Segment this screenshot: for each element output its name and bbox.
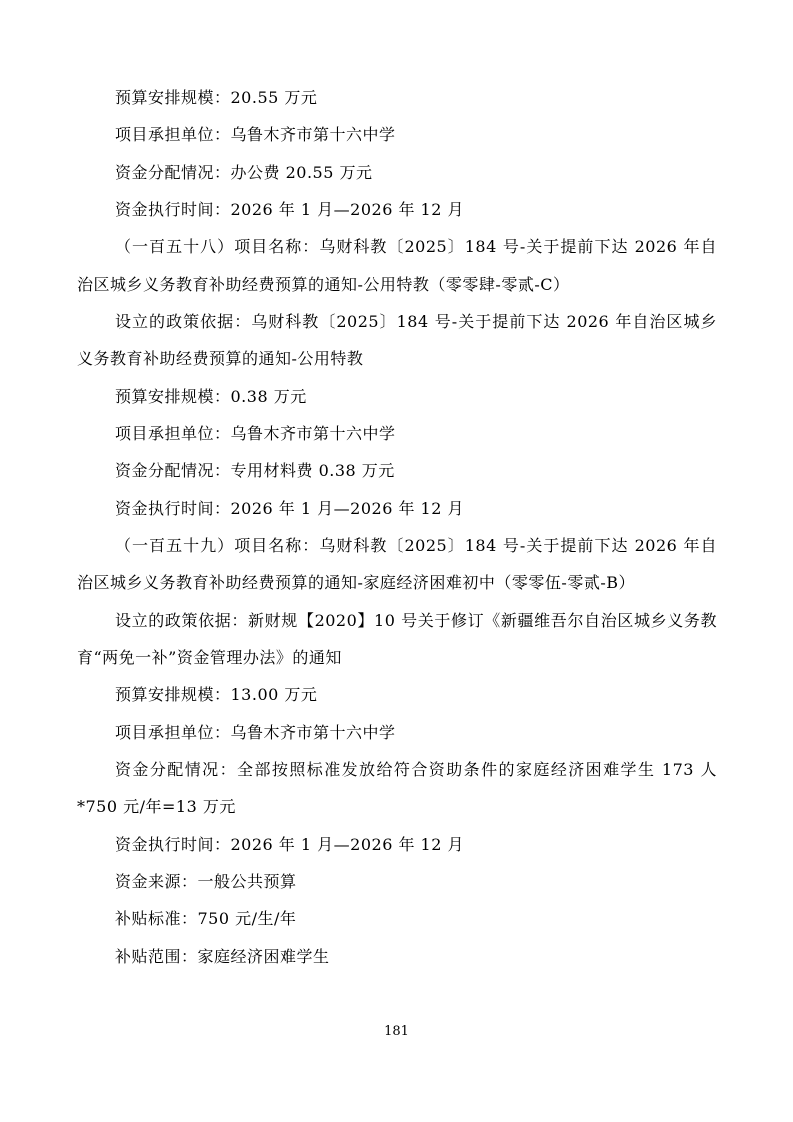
paragraph: 预算安排规模：13.00 万元 xyxy=(115,685,318,705)
paragraph: 项目承担单位：乌鲁木齐市第十六中学 xyxy=(115,125,396,145)
paragraph: 设立的政策依据：新财规【2020】10 号关于修订《新疆维吾尔自治区城乡义务教育“两免一补”资金管理办法》的通知 xyxy=(77,610,717,667)
document-body xyxy=(77,79,717,975)
paragraph: 补贴范围：家庭经济困难学生 xyxy=(115,946,330,966)
paragraph: 资金来源：一般公共预算 xyxy=(115,871,297,891)
paragraph: 资金分配情况：全部按照标准发放给符合资助条件的家庭经济困难学生 173 人*750 元/年=13 万元 xyxy=(77,759,717,817)
paragraph: 资金执行时间：2026 年 1 月—2026 年 12 月 xyxy=(115,199,464,219)
page-number: 181 xyxy=(384,1024,409,1039)
paragraph: 资金执行时间：2026 年 1 月—2026 年 12 月 xyxy=(115,834,464,854)
paragraph: （一百五十八）项目名称：乌财科教〔2025〕184 号-关于提前下达 2026 年自治区城乡义务教育补助经费预算的通知-公用特教（零零肆-零贰-C） xyxy=(77,237,717,294)
paragraph: 设立的政策依据：乌财科教〔2025〕184 号-关于提前下达 2026 年自治区城乡义务教育补助经费预算的通知-公用特教 xyxy=(77,311,717,369)
paragraph: 项目承担单位：乌鲁木齐市第十六中学 xyxy=(115,423,396,443)
paragraph: 资金分配情况：专用材料费 0.38 万元 xyxy=(115,461,395,481)
paragraph: 补贴标准：750 元/生/年 xyxy=(115,909,297,929)
paragraph: 预算安排规模：0.38 万元 xyxy=(115,386,307,406)
paragraph: 预算安排规模：20.55 万元 xyxy=(115,88,318,107)
paragraph: 资金执行时间：2026 年 1 月—2026 年 12 月 xyxy=(115,498,464,518)
paragraph: 资金分配情况：办公费 20.55 万元 xyxy=(115,162,373,182)
paragraph: （一百五十九）项目名称：乌财科教〔2025〕184 号-关于提前下达 2026 年自治区城乡义务教育补助经费预算的通知-家庭经济困难初中（零零伍-零贰-B） xyxy=(77,535,717,593)
paragraph: 项目承担单位：乌鲁木齐市第十六中学 xyxy=(115,722,396,742)
